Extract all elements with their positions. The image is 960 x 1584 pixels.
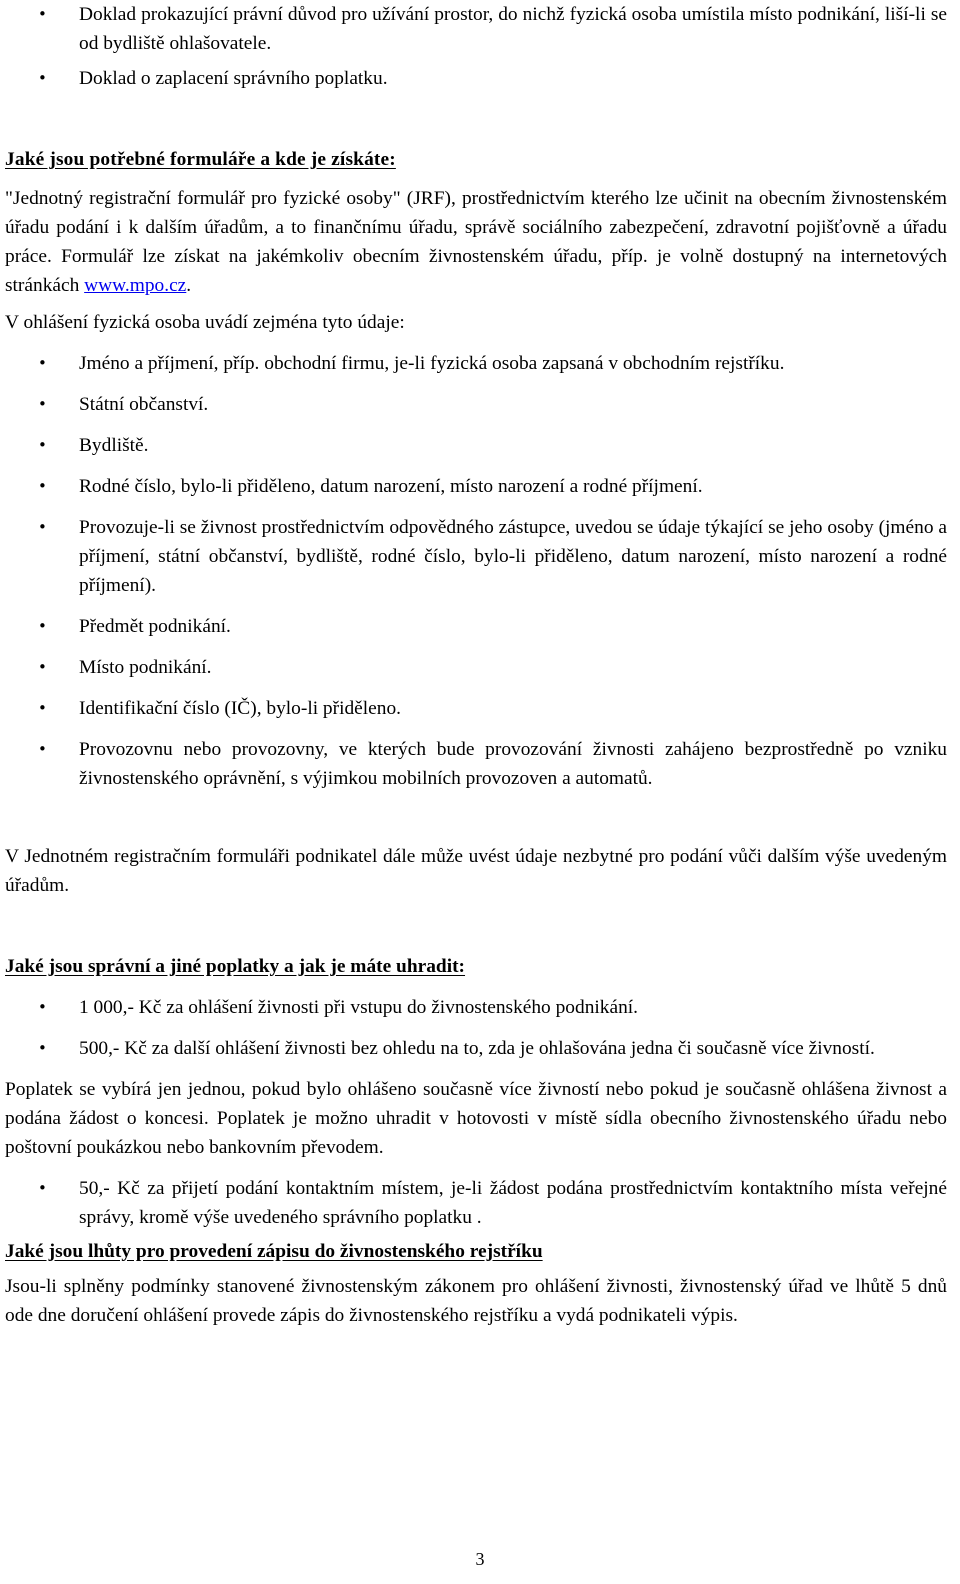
contact-point-fee-list xyxy=(5,1174,947,1232)
notification-details-list xyxy=(5,349,947,793)
bullet-icon: • xyxy=(38,699,47,717)
list-item: • Jméno a příjmení, příp. obchodní firmu, je-li fyzická osoba zapsaná v obchodním rejstříku. xyxy=(5,349,947,378)
bullet-icon: • xyxy=(38,740,47,758)
list-item: • Státní občanství. xyxy=(5,390,947,419)
list-item: • 500,- Kč za další ohlášení živnosti bez ohledu na to, zda je ohlašována jedna či současně více živností. xyxy=(5,1034,947,1063)
list-item: • Bydliště. xyxy=(5,431,947,460)
list-item: • Rodné číslo, bylo-li přiděleno, datum narození, místo narození a rodné příjmení. xyxy=(5,472,947,501)
fees-list xyxy=(5,993,947,1063)
forms-closing-paragraph: V Jednotném registračním formuláři podnikatel dále může uvést údaje nezbytné pro podání vůči dalším výše uvedeným úřadům. xyxy=(5,846,947,896)
list-item: • Předmět podnikání. xyxy=(5,612,947,641)
forms-heading: Jaké jsou potřebné formuláře a kde je získáte: xyxy=(5,149,396,170)
document-page xyxy=(5,0,947,1330)
deadline-paragraph: Jsou-li splněny podmínky stanovené živnostenským zákonem pro ohlášení živnosti, živnostenský úřad ve lhůtě 5 dnů ode dne doručení ohlášení provede zápis do živnostenského rejstříku a vydá podnikateli výpis. xyxy=(5,1276,947,1326)
bullet-icon: • xyxy=(38,658,47,676)
bullet-icon: • xyxy=(38,518,47,536)
bullet-icon: • xyxy=(38,617,47,635)
list-item: • Doklad prokazující právní důvod pro užívání prostor, do nichž fyzická osoba umístila místo podnikání, liší-li se od bydliště ohlašovatele. xyxy=(5,0,947,58)
required-documents-list xyxy=(5,0,947,93)
bullet-icon: • xyxy=(38,395,47,413)
bullet-icon: • xyxy=(38,436,47,454)
bullet-icon: • xyxy=(38,69,47,87)
list-item: • Identifikační číslo (IČ), bylo-li přiděleno. xyxy=(5,694,947,723)
bullet-icon: • xyxy=(38,1179,47,1197)
bullet-icon: • xyxy=(38,5,47,23)
list-item: • 1 000,- Kč za ohlášení živnosti při vstupu do živnostenského podnikání. xyxy=(5,993,947,1022)
mpo-link[interactable]: www.mpo.cz xyxy=(84,275,187,296)
forms-intro: V ohlášení fyzická osoba uvádí zejména tyto údaje: xyxy=(5,312,405,333)
bullet-icon: • xyxy=(38,1039,47,1057)
bullet-icon: • xyxy=(38,477,47,495)
list-item: • 50,- Kč za přijetí podání kontaktním místem, je-li žádost podána prostřednictvím kontaktního místa veřejné správy, kromě výše uvedeného správního poplatku . xyxy=(5,1174,947,1232)
list-item: • Doklad o zaplacení správního poplatku. xyxy=(5,64,947,93)
fees-paragraph: Poplatek se vybírá jen jednou, pokud bylo ohlášeno současně více živností nebo pokud je současně ohlášena živnost a podána žádost o koncesi. Poplatek je možno uhradit v hotovosti v místě sídla obecního živnostenského úřadu nebo poštovní poukázkou nebo bankovním převodem. xyxy=(5,1079,947,1158)
fees-heading: Jaké jsou správní a jiné poplatky a jak je máte uhradit: xyxy=(5,956,466,977)
page-number: 3 xyxy=(475,1549,485,1569)
deadline-heading: Jaké jsou lhůty pro provedení zápisu do živnostenského rejstříku xyxy=(5,1241,543,1262)
list-item: • Provozovnu nebo provozovny, ve kterých bude provozování živnosti zahájeno bezprostředně po vzniku živnostenského oprávnění, s výjimkou mobilních provozoven a automatů. xyxy=(5,735,947,793)
list-item: • Místo podnikání. xyxy=(5,653,947,682)
bullet-icon: • xyxy=(38,354,47,372)
bullet-icon: • xyxy=(38,998,47,1016)
forms-paragraph: "Jednotný registrační formulář pro fyzické osoby" (JRF), prostřednictvím kterého lze učinit na obecním živnostenském úřadu podání i k dalším úřadům, a to finančnímu úřadu, správě sociálního zabezpečení, zdravotní pojišťovně a úřadu práce. Formulář lze získat na jakémkoliv obecním živnostenském úřadu, příp. je volně dostupný na internetových stránkách www.mpo.cz. xyxy=(5,188,947,296)
list-item: • Provozuje-li se živnost prostřednictvím odpovědného zástupce, uvedou se údaje týkající se jeho osoby (jméno a příjmení, státní občanství, bydliště, rodné číslo, bylo-li přiděleno, datum narození, místo narození a rodné příjmení). xyxy=(5,513,947,600)
